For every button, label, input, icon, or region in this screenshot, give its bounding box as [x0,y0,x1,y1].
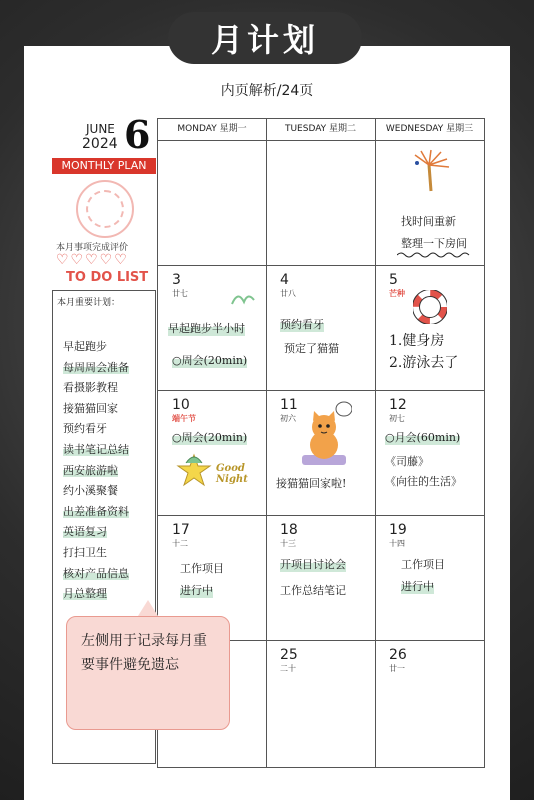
day-number: 10 [172,397,190,413]
day-note-item [385,429,460,445]
seal-stamp-icon [76,180,134,238]
lunar-date: 二十 [280,664,296,673]
list-item[interactable]: 西安旅游啦 [63,463,118,477]
day-cell-25[interactable] [266,641,374,766]
day-note: 《司藤》 [385,455,429,468]
day-note: 工作项目 [401,558,445,571]
day-cell-3[interactable] [158,266,266,391]
callout-tail [138,600,158,616]
wavy-underline [397,251,473,259]
weekday-tuesday: TUESDAY 星期二 [284,124,357,134]
list-item[interactable]: 早起跑步 [63,340,107,353]
day-cell-10[interactable] [158,391,266,516]
day-note: 工作项目 [180,562,224,575]
annotation-callout: 左侧用于记录每月重要事件避免遗忘 [66,616,230,730]
firework-icon [411,149,451,193]
list-item[interactable]: 月总整理 [63,587,107,601]
todo-list [63,337,129,605]
day-note-item [172,352,247,368]
month-number: 6 [124,112,151,157]
star-sticker-icon [176,453,212,487]
day-note: 工作总结笔记 [280,584,346,597]
important-plan-label: 本月重要计划： [57,298,121,308]
month-year: 2024 [82,136,118,152]
day-cell-12[interactable] [375,391,483,516]
day-note: 早起跑步半小时 [168,322,245,335]
day-number: 12 [389,397,407,413]
month-name: JUNE [86,122,115,136]
lunar-date: 廿七 [172,289,188,298]
day-number: 25 [280,647,298,663]
list-item[interactable]: 约小溪聚餐 [63,484,118,498]
day-cell-11[interactable] [266,391,374,516]
day-number: 11 [280,397,298,413]
cat-sticker-icon [300,401,352,467]
day-number: 3 [172,272,181,288]
day-number: 26 [389,647,407,663]
weekday-wednesday: WEDNESDAY 星期三 [385,124,474,134]
circle-icon: ○ [172,431,182,444]
day-note: 开项目讨论会 [280,558,346,571]
rating-hearts[interactable]: ♡♡♡♡♡ [56,252,129,268]
list-item[interactable]: 读书笔记总结 [63,442,129,456]
page-title: 月计划 [168,12,362,64]
day-note: 预约看牙 [280,318,324,331]
list-item[interactable]: 看摄影教程 [63,381,118,395]
list-item[interactable]: 预约看牙 [63,422,107,436]
day-cell-19[interactable] [375,516,483,641]
completion-eval-label: 本月事项完成评价 [56,243,129,253]
day-number: 18 [280,522,298,538]
day-number: 17 [172,522,190,538]
day-number: 19 [389,522,407,538]
day-note: 《向往的生活》 [385,475,462,488]
day-note: 1.健身房 [389,333,445,349]
list-item[interactable]: 出差准备资料 [63,504,129,518]
day-cell-26[interactable] [375,641,483,766]
list-item[interactable]: 英语复习 [63,525,107,539]
day-note: 找时间重新 [401,215,456,228]
day-cell-18[interactable] [266,516,374,641]
day-cell-wed-empty[interactable] [375,141,483,266]
lunar-date: 廿一 [389,664,405,673]
day-cell-5[interactable] [375,266,483,391]
list-item[interactable]: 接猫猫回家 [63,401,118,415]
page-subtitle: 内页解析/24页 [220,83,314,99]
day-number: 4 [280,272,289,288]
lunar-date: 初六 [280,414,296,423]
list-item[interactable]: 打扫卫生 [63,545,107,559]
good-night-text: Good Night [216,463,248,485]
lunar-date: 十四 [389,539,405,548]
day-note: 2.游泳去了 [389,355,459,371]
list-item[interactable]: 每周周会准备 [63,360,129,374]
swim-ring-icon [413,290,447,324]
weekday-monday: MONDAY 星期一 [177,124,247,134]
day-note: 接猫猫回家啦! [276,477,347,490]
day-note: 周会(20min) [181,431,248,444]
month-header [54,112,156,158]
sparkle-icon [228,288,258,308]
day-cell-4[interactable] [266,266,374,391]
lunar-date: 十三 [280,539,296,548]
festival-label: 端午节 [172,414,196,423]
day-note: 进行中 [180,584,213,597]
lunar-date: 十二 [172,539,188,548]
day-note: 进行中 [401,580,434,593]
lunar-date: 初七 [389,414,405,423]
list-item[interactable]: 核对产品信息 [63,566,129,580]
day-note-item [172,429,247,445]
todo-list-title: TO DO LIST [66,270,149,285]
monthly-plan-label: MONTHLY PLAN [52,158,156,174]
day-note: 整理一下房间 [401,237,467,250]
circle-icon: ○ [172,354,182,367]
lunar-date: 廿八 [280,289,296,298]
day-note: 月会(60min) [394,431,461,444]
day-number: 5 [389,272,398,288]
day-note: 周会(20min) [181,354,248,367]
day-note: 预定了猫猫 [284,342,339,355]
circle-icon: ○ [385,431,395,444]
solar-term: 芒种 [389,289,405,298]
